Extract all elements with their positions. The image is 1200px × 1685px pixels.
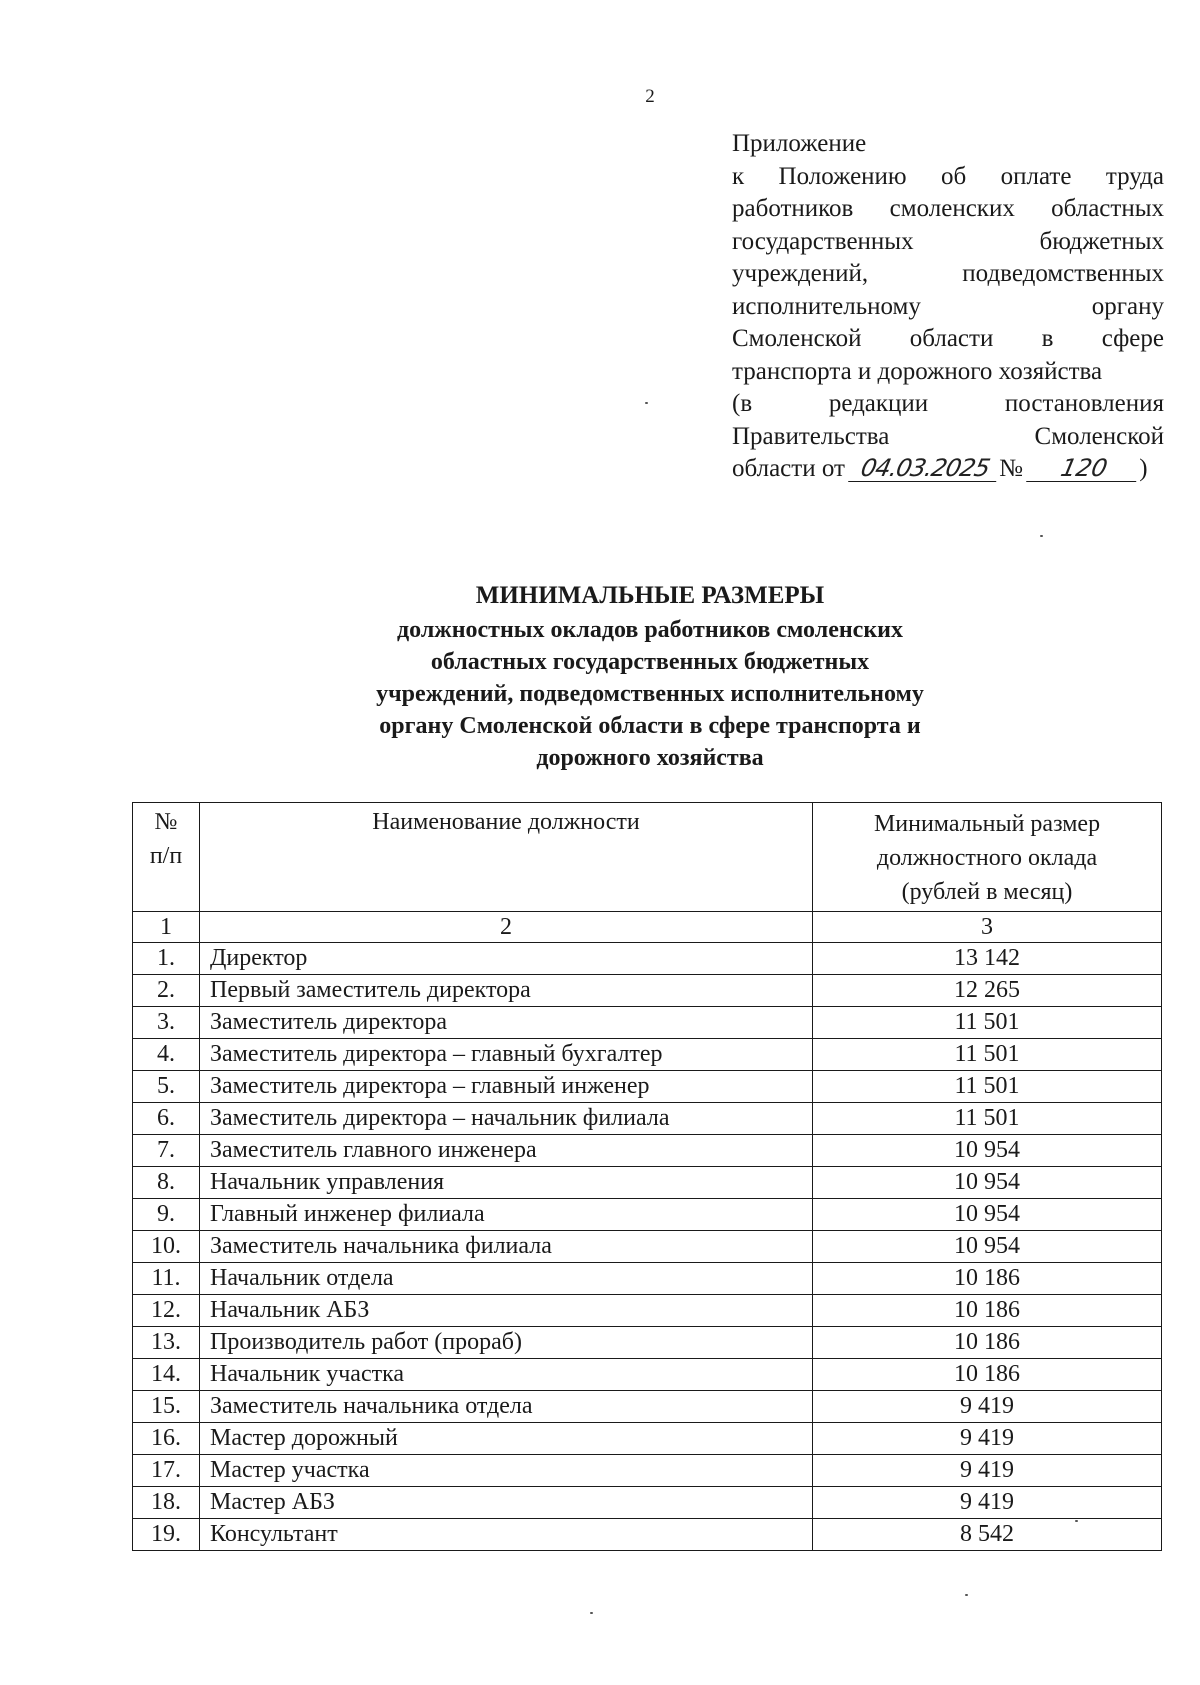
column-index: 2 xyxy=(200,912,813,943)
column-index: 3 xyxy=(813,912,1162,943)
salary-value: 9 419 xyxy=(813,1455,1162,1487)
row-number: 6. xyxy=(133,1103,200,1135)
table-row xyxy=(133,1391,1162,1423)
title-subtitle-line: должностных окладов работников смоленских xyxy=(397,617,903,643)
table-row xyxy=(133,1327,1162,1359)
row-number: 15. xyxy=(133,1391,200,1423)
appendix-block xyxy=(732,128,1164,486)
row-number: 9. xyxy=(133,1199,200,1231)
position-name: Заместитель директора – главный инженер xyxy=(200,1071,813,1103)
appendix-line: Смоленской области в сфере xyxy=(732,325,1164,352)
position-name: Начальник отдела xyxy=(200,1263,813,1295)
table-row xyxy=(133,1103,1162,1135)
header-salary-line: (рублей в месяц) xyxy=(901,879,1073,905)
table-row xyxy=(133,1487,1162,1519)
position-name: Главный инженер филиала xyxy=(200,1199,813,1231)
salary-value: 10 954 xyxy=(813,1199,1162,1231)
row-number: 19. xyxy=(133,1519,200,1551)
position-name: Заместитель начальника филиала xyxy=(200,1231,813,1263)
salary-table-body xyxy=(133,943,1162,1551)
salary-value: 10 954 xyxy=(813,1231,1162,1263)
appendix-line: государственных бюджетных xyxy=(732,227,1164,255)
appendix-line: Правительства Смоленской xyxy=(732,422,1164,450)
row-number: 4. xyxy=(133,1039,200,1071)
position-name: Производитель работ (прораб) xyxy=(200,1327,813,1359)
scan-speck xyxy=(590,1612,593,1614)
position-name: Мастер АБЗ xyxy=(200,1487,813,1519)
scan-speck xyxy=(1040,535,1043,537)
table-row xyxy=(133,1167,1162,1199)
header-position-name: Наименование должности xyxy=(200,803,813,912)
header-salary-line: должностного оклада xyxy=(876,845,1098,871)
table-row xyxy=(133,1135,1162,1167)
position-name: Мастер участка xyxy=(200,1455,813,1487)
salary-table xyxy=(132,802,1162,1551)
position-name: Начальник участка xyxy=(200,1359,813,1391)
salary-value: 10 186 xyxy=(813,1295,1162,1327)
appendix-line: учреждений, подведомственных xyxy=(732,260,1164,287)
header-salary xyxy=(813,803,1162,912)
title-subtitle-line: дорожного хозяйства xyxy=(536,745,764,771)
table-row xyxy=(133,975,1162,1007)
appendix-line: (в редакции постановления xyxy=(732,390,1164,417)
table-row xyxy=(133,1199,1162,1231)
salary-value: 11 501 xyxy=(813,1071,1162,1103)
scan-speck xyxy=(1075,1520,1078,1522)
position-name: Заместитель главного инженера xyxy=(200,1135,813,1167)
position-name: Заместитель директора xyxy=(200,1007,813,1039)
table-row xyxy=(133,1039,1162,1071)
position-name: Заместитель начальника отдела xyxy=(200,1391,813,1423)
salary-value: 9 419 xyxy=(813,1391,1162,1423)
position-name: Мастер дорожный xyxy=(200,1423,813,1455)
row-number: 12. xyxy=(133,1295,200,1327)
table-row xyxy=(133,1071,1162,1103)
column-index-row xyxy=(133,912,1162,943)
handwritten-date: 04.03.2025 xyxy=(848,455,1002,482)
salary-value: 11 501 xyxy=(813,1039,1162,1071)
row-number: 13. xyxy=(133,1327,200,1359)
appendix-line: к Положению об оплате труда xyxy=(732,162,1164,190)
column-index: 1 xyxy=(133,912,200,943)
salary-value: 10 954 xyxy=(813,1135,1162,1167)
row-number: 1. xyxy=(133,943,200,975)
table-row xyxy=(133,1519,1162,1551)
row-number: 14. xyxy=(133,1359,200,1391)
header-salary-line: Минимальный размер xyxy=(873,811,1101,837)
salary-value: 10 954 xyxy=(813,1167,1162,1199)
appendix-date-prefix: области от xyxy=(732,455,845,482)
row-number: 2. xyxy=(133,975,200,1007)
salary-value: 8 542 xyxy=(813,1519,1162,1551)
appendix-line: Приложение xyxy=(732,130,867,157)
table-row xyxy=(133,943,1162,975)
scan-speck xyxy=(645,402,648,404)
closing-paren: ) xyxy=(1139,455,1148,482)
header-number xyxy=(133,803,200,912)
position-name: Заместитель директора – начальник филиала xyxy=(200,1103,813,1135)
row-number: 17. xyxy=(133,1455,200,1487)
appendix-date-line xyxy=(732,453,1164,486)
handwritten-number: 120 xyxy=(1026,455,1142,482)
row-number: 18. xyxy=(133,1487,200,1519)
header-number-line: № xyxy=(154,809,178,835)
table-row xyxy=(133,1455,1162,1487)
position-name: Первый заместитель директора xyxy=(200,975,813,1007)
table-header-row xyxy=(133,803,1162,912)
table-row xyxy=(133,1263,1162,1295)
salary-value: 12 265 xyxy=(813,975,1162,1007)
row-number: 7. xyxy=(133,1135,200,1167)
row-number: 3. xyxy=(133,1007,200,1039)
page-number: 2 xyxy=(645,86,655,107)
scan-speck xyxy=(965,1594,968,1596)
table-row xyxy=(133,1007,1162,1039)
position-name: Начальник управления xyxy=(200,1167,813,1199)
salary-value: 9 419 xyxy=(813,1487,1162,1519)
salary-value: 13 142 xyxy=(813,943,1162,975)
row-number: 16. xyxy=(133,1423,200,1455)
salary-value: 9 419 xyxy=(813,1423,1162,1455)
number-sign: № xyxy=(999,455,1024,482)
document-title xyxy=(0,580,1200,774)
appendix-line: транспорта и дорожного хозяйства xyxy=(732,357,1103,385)
row-number: 8. xyxy=(133,1167,200,1199)
title-main: МИНИМАЛЬНЫЕ РАЗМЕРЫ xyxy=(475,582,825,609)
row-number: 10. xyxy=(133,1231,200,1263)
appendix-line: работников смоленских областных xyxy=(732,195,1164,222)
title-subtitle-line: учреждений, подведомственных исполнительному xyxy=(376,681,924,707)
salary-value: 10 186 xyxy=(813,1359,1162,1391)
position-name: Начальник АБЗ xyxy=(200,1295,813,1327)
salary-value: 10 186 xyxy=(813,1263,1162,1295)
position-name: Директор xyxy=(200,943,813,975)
row-number: 5. xyxy=(133,1071,200,1103)
table-row xyxy=(133,1295,1162,1327)
appendix-line: исполнительному органу xyxy=(732,292,1164,320)
salary-value: 10 186 xyxy=(813,1327,1162,1359)
title-subtitle-line: областных государственных бюджетных xyxy=(430,649,870,675)
table-row xyxy=(133,1359,1162,1391)
position-name: Консультант xyxy=(200,1519,813,1551)
row-number: 11. xyxy=(133,1263,200,1295)
header-number-line: п/п xyxy=(149,843,183,869)
salary-value: 11 501 xyxy=(813,1007,1162,1039)
salary-value: 11 501 xyxy=(813,1103,1162,1135)
title-subtitle-line: органу Смоленской области в сфере транспорта и xyxy=(379,713,921,739)
position-name: Заместитель директора – главный бухгалтер xyxy=(200,1039,813,1071)
table-row xyxy=(133,1231,1162,1263)
table-row xyxy=(133,1423,1162,1455)
